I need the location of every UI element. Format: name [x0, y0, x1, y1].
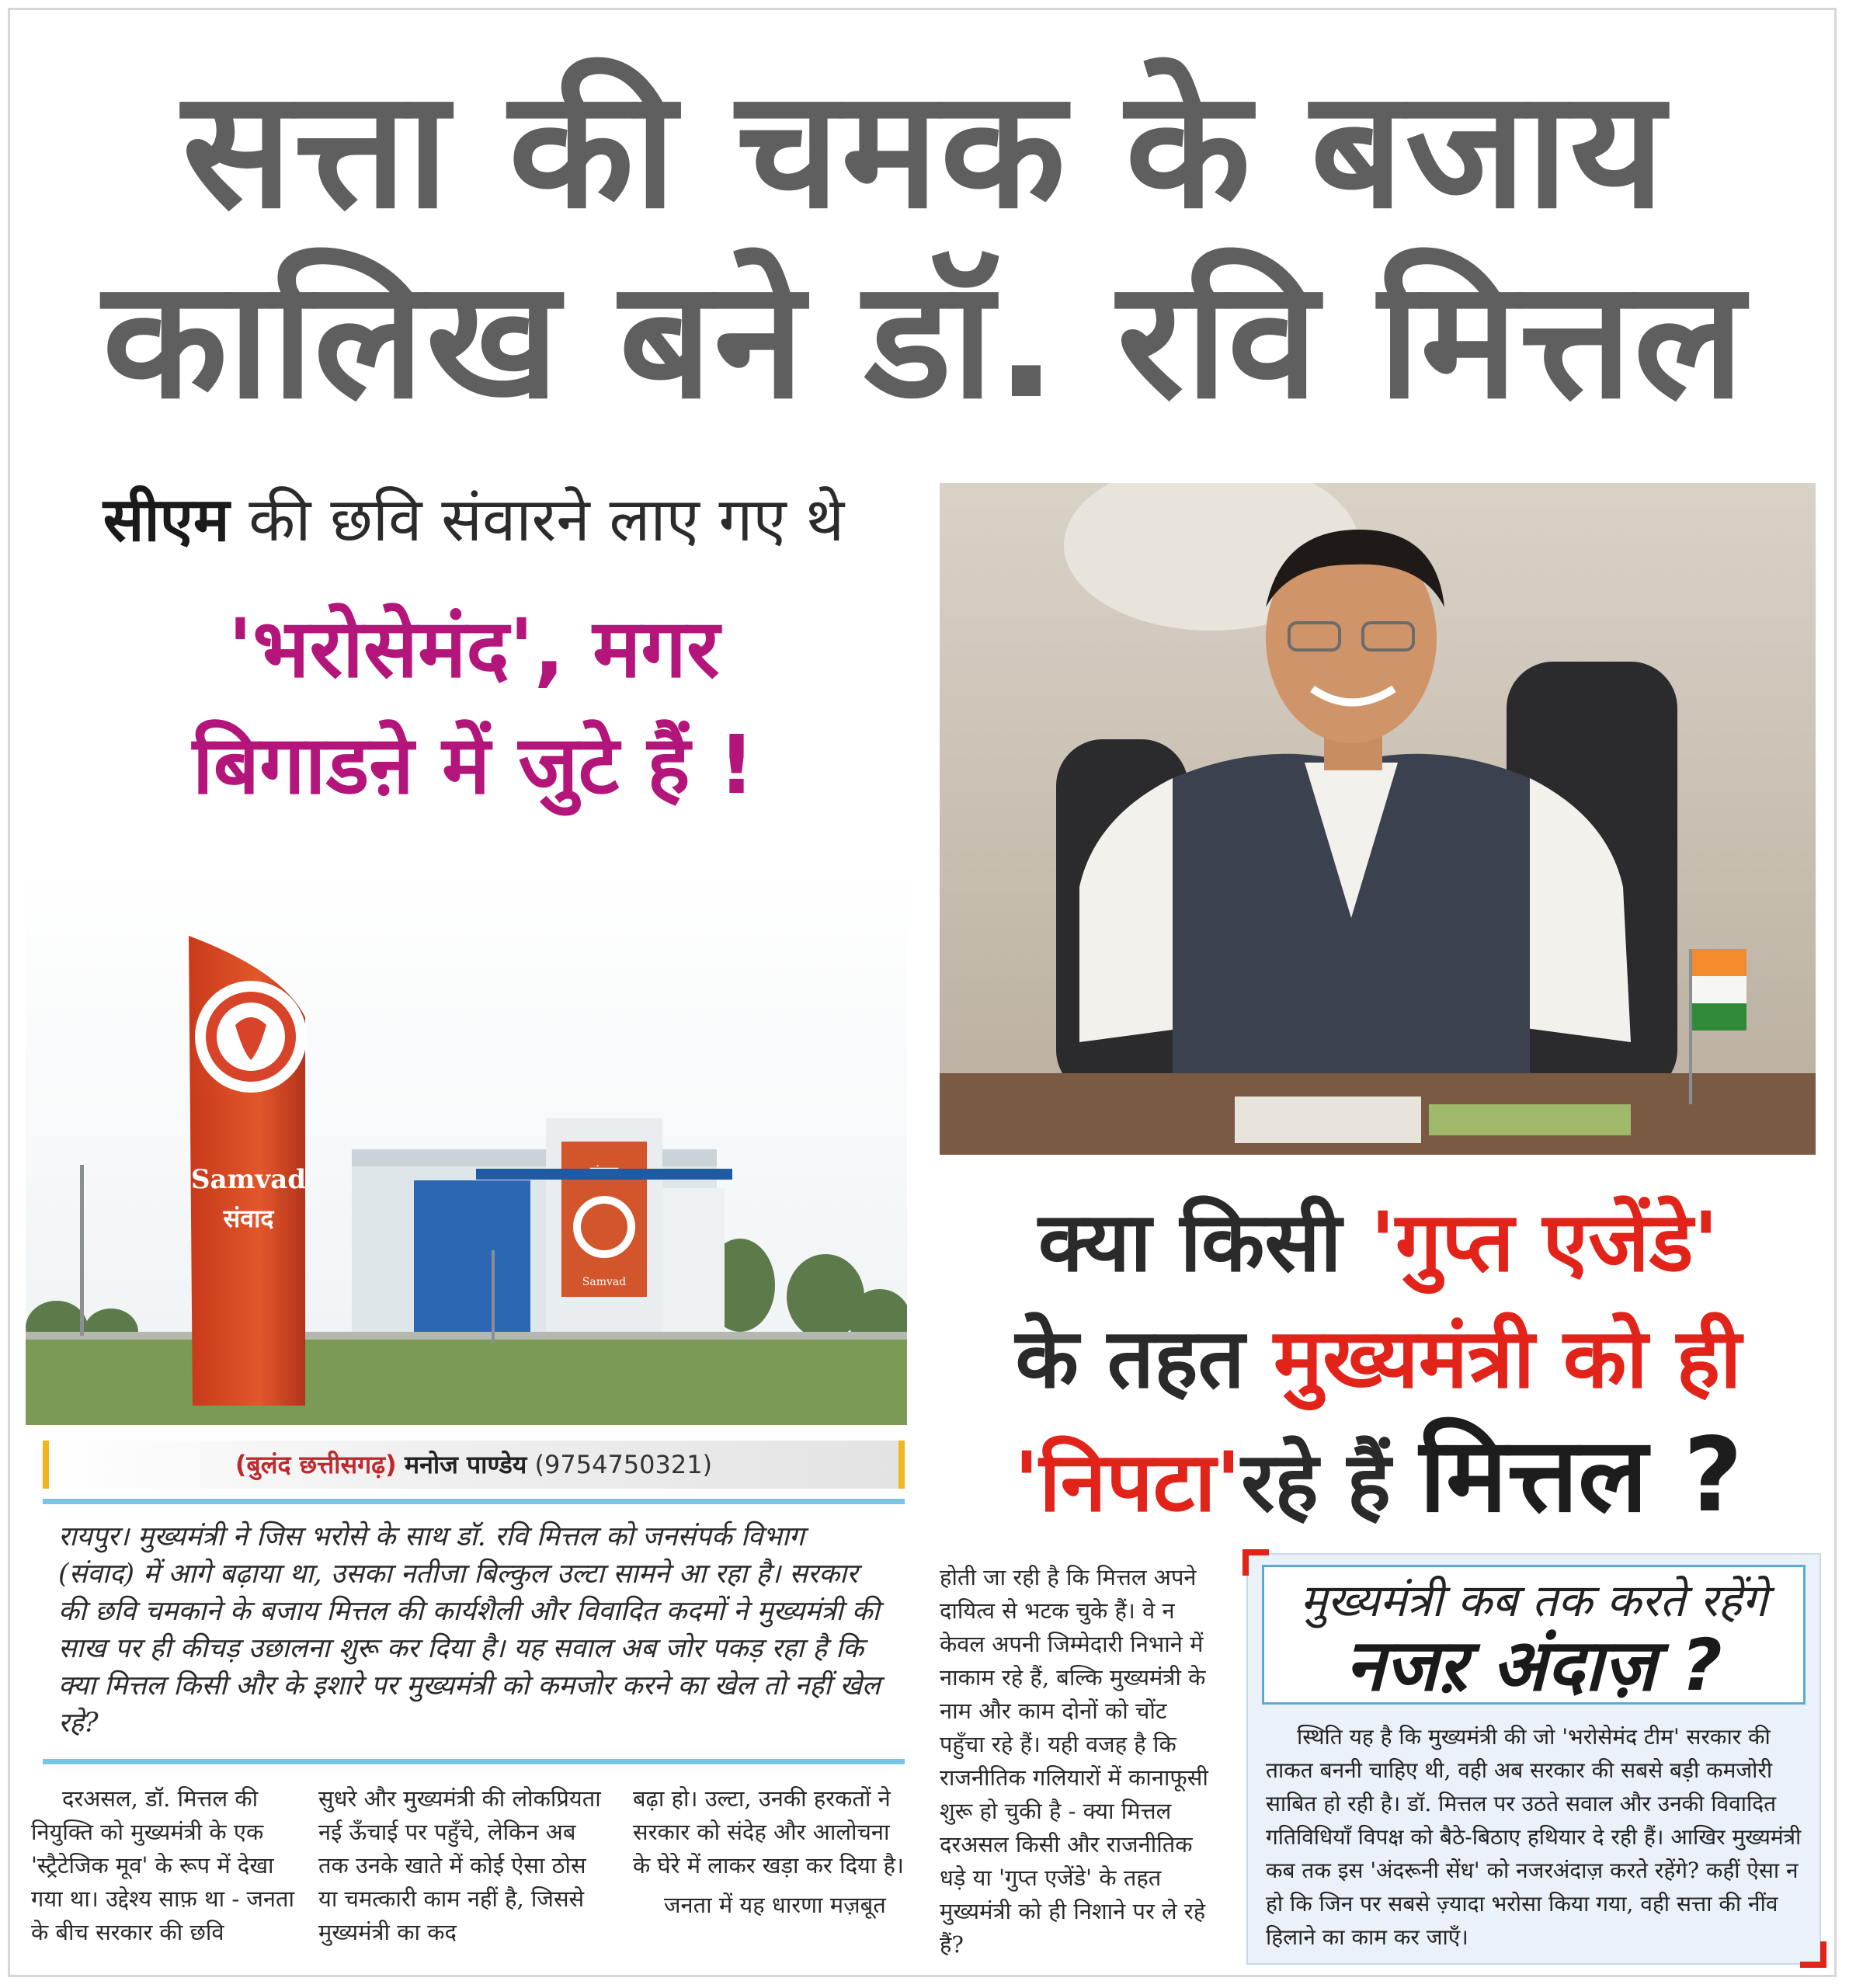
question-part-h: ?	[1647, 1416, 1743, 1535]
portrait-photo	[940, 483, 1816, 1155]
question-part-a: क्या किसी	[1038, 1194, 1371, 1290]
question-part-b: 'गुप्त एजेंडे'	[1370, 1194, 1719, 1290]
byline-source: (बुलंद छत्तीसगढ़)	[235, 1450, 397, 1479]
kicker-rest: की छवि संवारने लाए गए थे	[229, 485, 845, 555]
column-4: होती जा रही है कि मित्तल अपने दायित्व से भटक चुके हैं। वे न केवल अपनी जिम्मेदारी निभाने में नाकाम रहे हैं, बल्कि मुख्यमंत्री के नाम और काम दोनों को चोंट पहुँचा रहे हैं। यही वजह है कि राजनीतिक गलियारों में कानाफूसी शुरू हो चुकी है - क्या मित्तल दरअसल किसी और राजनीतिक धड़े या 'गुप्त एजेंडे' के तहत मुख्यमंत्री को ही निशाने पर ले रहे हैं?	[940, 1564, 1208, 1958]
byline-phone: (9754750321)	[534, 1450, 713, 1479]
main-headline	[23, 54, 1825, 435]
building-sign-en-text: Samvad	[582, 1276, 627, 1288]
box-body-text: स्थिति यह है कि मुख्यमंत्री की जो 'भरोसेमंद टीम' सरकार की ताकत बननी चाहिए थी, वही अब सरकार की सबसे बड़ी कमजोरी साबित हो रही है। डॉ. मित्तल पर उठते सवाल और उनकी विवादित गतिविधियाँ विपक्ष को बैठे-बिठाए हथियार दे रही हैं। आखिर मुख्यमंत्री कब तक इस 'अंदरूनी सेंध' को नजरअंदाज़ करते रहेंगे? कहीं ऐसा न हो कि जिन पर सबसे ज़्यादा भरोसा किया गया, वही सत्ता की नींव हिलाने का काम कर जाएँ।	[1266, 1724, 1802, 1950]
box-corner-bottom-right	[1800, 1941, 1826, 1968]
magenta-subhead	[31, 590, 916, 823]
magenta-line-2: बिगाडऩे में जुटे हैं !	[192, 718, 756, 812]
headline-line-2: कालिख बने डॉ. रवि मित्तल	[102, 245, 1746, 435]
kicker-strong: सीएम	[103, 485, 230, 555]
magenta-line-1: 'भरोसेमंद', मगर	[228, 601, 720, 696]
intro-paragraph: रायपुर। मुख्यमंत्री ने जिस भरोसे के साथ डॉ. रवि मित्तल को जनसंपर्क विभाग (संवाद) में आगे बढ़ाया था, उसका नतीजा बिल्कुल उल्टा सामने आ रहा है। सरकार की छवि चमकाने के बजाय मित्तल की कार्यशैली और विवादित कदमों ने मुख्यमंत्री की साख पर ही कीचड़ उछालना शुरू कर दिया है। यह सवाल अब जोर पकड़ रहा है कि क्या मित्तल किसी और के इशारे पर मुख्यमंत्री को कमजोर करने का खेल तो नहीं खेल रहे?	[58, 1521, 881, 1739]
question-part-c: के तहत	[1015, 1311, 1274, 1406]
column-3-para-1: बढ़ा हो। उल्टा, उनकी हरकतों ने सरकार को संदेह और आलोचना के घेरे में लाकर खड़ा कर दिया है।	[633, 1785, 904, 1879]
pylon-brand-hi-text: संवाद	[223, 1204, 274, 1233]
samvad-building-photo	[26, 862, 907, 1425]
byline	[43, 1444, 905, 1485]
headline-line-1: सत्ता की चमक के बजाय	[182, 54, 1667, 245]
building-illustration	[26, 862, 907, 1425]
blue-rule-bottom	[43, 1759, 905, 1764]
blue-rule-top	[43, 1499, 905, 1504]
question-line-3	[940, 1417, 1817, 1541]
question-line-2	[940, 1301, 1817, 1417]
kicker-subhead	[39, 481, 909, 559]
question-part-g: मित्तल	[1419, 1416, 1648, 1535]
question-part-e: 'निपटा'	[1013, 1434, 1242, 1530]
column-1: दरअसल, डॉ. मित्तल की नियुक्ति को मुख्यमंत्री के एक 'स्ट्रैटेजिक मूव' के रूप में देखा गया था। उद्देश्य साफ़ था - जनता के बीच सरकार की छवि	[31, 1785, 295, 1945]
portrait-illustration	[940, 483, 1816, 1155]
pylon-brand-text: Samvad	[190, 1164, 307, 1195]
box-title-line-2: नजऱ अंदाज़ ?	[1345, 1624, 1722, 1707]
question-part-f: रहे हैं	[1241, 1434, 1420, 1530]
box-title-line-1: मुख्यमंत्री कब तक करते रहेंगे	[1300, 1574, 1767, 1627]
column-3	[633, 1782, 905, 1922]
byline-author: मनोज पाण्डेय	[404, 1450, 527, 1479]
question-part-d: मुख्यमंत्री को ही	[1273, 1311, 1742, 1406]
question-headline	[940, 1184, 1817, 1541]
question-line-1	[940, 1184, 1817, 1301]
column-2: सुधरे और मुख्यमंत्री की लोकप्रियता नई ऊँचाई पर पहुँचे, लेकिन अब तक उनके खाते में कोई ऐसा ठोस या चमत्कारी काम नहीं है, जिससे मुख्यमंत्री का कद	[318, 1785, 601, 1945]
column-3-para-2: जनता में यह धारणा मज़बूत	[664, 1892, 886, 1918]
